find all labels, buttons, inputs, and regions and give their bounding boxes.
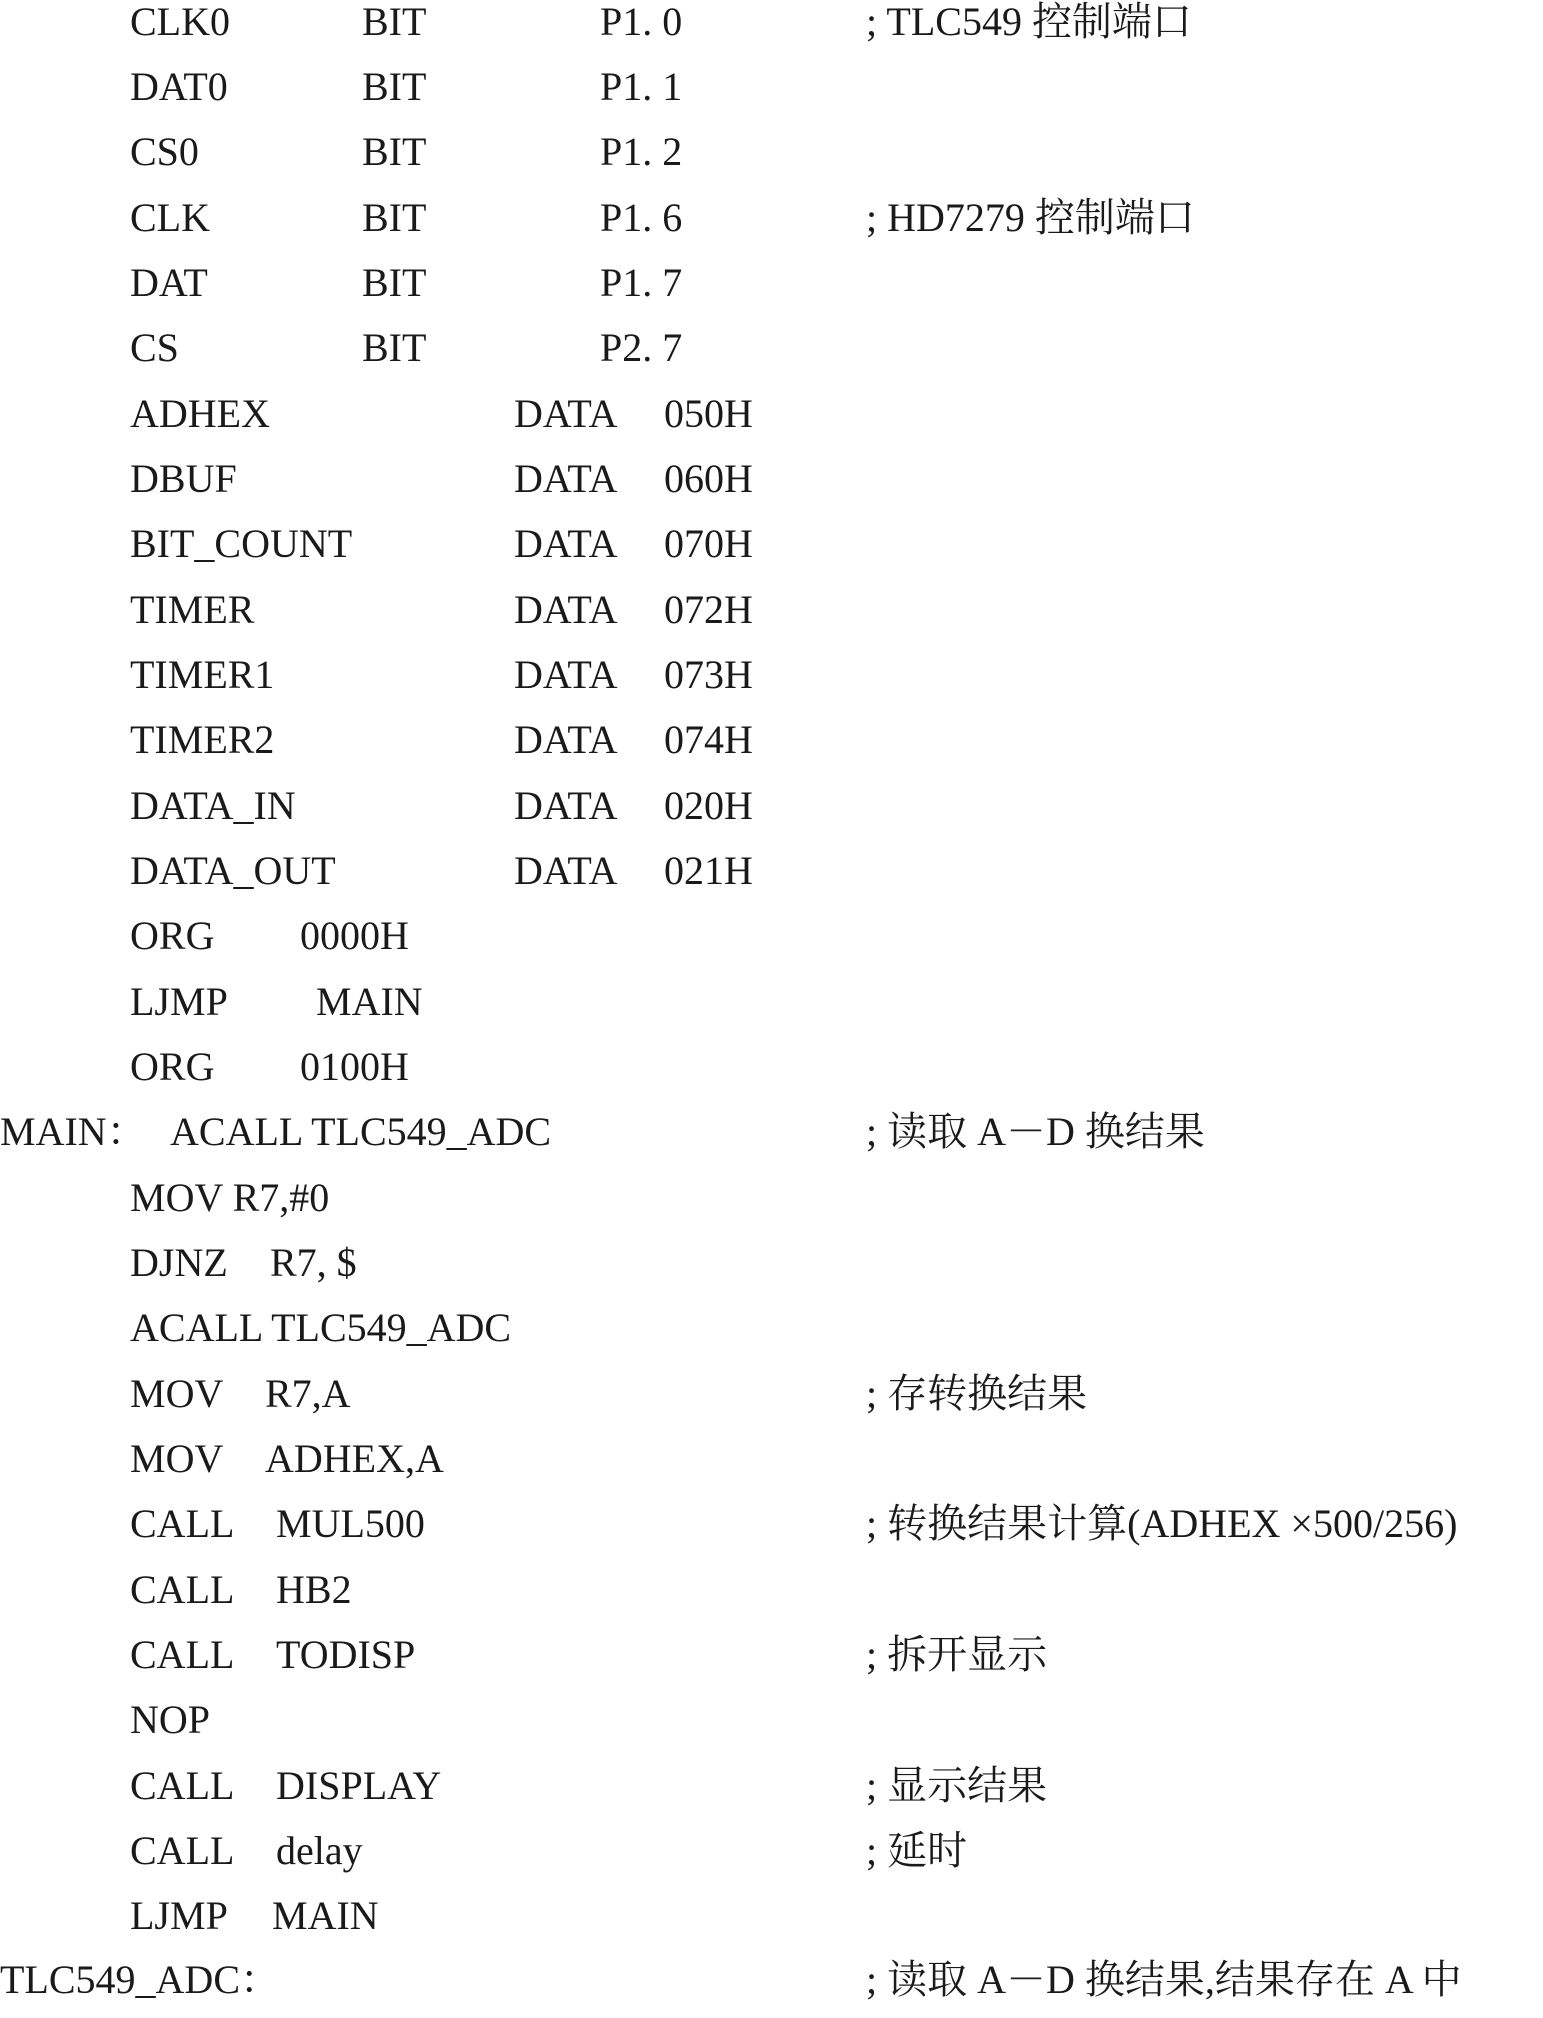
code-line: [0, 65, 1543, 125]
symbol-name: CLK: [130, 195, 210, 240]
directive: DATA: [514, 783, 618, 828]
address-value: 073H: [664, 652, 753, 697]
code-comment: ; 存转换结果: [866, 1371, 1088, 1416]
instruction: MOV R7,#0: [130, 1175, 330, 1220]
code-line: [0, 326, 1543, 386]
instruction: ORG: [130, 1044, 215, 1089]
port-value: P1. 2: [600, 129, 683, 174]
operand: delay: [276, 1828, 363, 1873]
port-value: P1. 1: [600, 64, 683, 109]
code-line: [0, 1437, 1543, 1497]
instruction: CALL: [130, 1567, 235, 1612]
directive: BIT: [362, 260, 427, 305]
directive: DATA: [514, 521, 618, 566]
operand: 0000H: [300, 913, 409, 958]
instruction: CALL: [130, 1501, 235, 1546]
port-value: P1. 0: [600, 0, 683, 44]
operand: ADHEX,A: [265, 1436, 444, 1481]
operand: R7, $: [270, 1240, 357, 1285]
symbol-name: TIMER2: [130, 717, 275, 762]
code-line: [0, 1698, 1543, 1758]
operand: TODISP: [276, 1632, 416, 1677]
code-line: [0, 1306, 1543, 1366]
symbol-name: DBUF: [130, 456, 237, 501]
instruction: CALL: [130, 1632, 235, 1677]
code-line: [0, 1829, 1543, 1889]
port-value: P2. 7: [600, 325, 683, 370]
symbol-name: ADHEX: [130, 391, 270, 436]
code-line: [0, 392, 1543, 452]
instruction: ACALL TLC549_ADC: [130, 1305, 512, 1350]
address-value: 072H: [664, 587, 753, 632]
code-line: [0, 196, 1543, 256]
code-line: [0, 1110, 1543, 1170]
symbol-name: DATA_IN: [130, 783, 296, 828]
code-line: [0, 588, 1543, 648]
code-line: [0, 1894, 1543, 1954]
instruction: NOP: [130, 1697, 211, 1742]
operand: MAIN: [272, 1893, 379, 1938]
address-value: 020H: [664, 783, 753, 828]
code-comment: ; TLC549 控制端口: [866, 0, 1192, 44]
address-value: 021H: [664, 848, 753, 893]
directive: DATA: [514, 456, 618, 501]
symbol-name: DATA_OUT: [130, 848, 336, 893]
code-line: [0, 1176, 1543, 1236]
operand: DISPLAY: [276, 1763, 442, 1808]
directive: DATA: [514, 652, 618, 697]
symbol-name: CS0: [130, 129, 199, 174]
symbol-name: DAT: [130, 260, 208, 305]
instruction: CALL: [130, 1828, 235, 1873]
symbol-name: CS: [130, 325, 179, 370]
address-value: 070H: [664, 521, 753, 566]
operand: MUL500: [276, 1501, 425, 1546]
code-line: [0, 1958, 1543, 2018]
instruction: ORG: [130, 913, 215, 958]
instruction: MOV: [130, 1436, 224, 1481]
code-line: [0, 1241, 1543, 1301]
code-line: [0, 457, 1543, 517]
operand: 0100H: [300, 1044, 409, 1089]
symbol-name: DAT0: [130, 64, 228, 109]
code-line: [0, 653, 1543, 713]
code-label: TLC549_ADC：: [0, 1957, 280, 2002]
code-comment: ; HD7279 控制端口: [866, 195, 1195, 240]
symbol-name: TIMER1: [130, 652, 275, 697]
directive: DATA: [514, 717, 618, 762]
directive: BIT: [362, 129, 427, 174]
code-line: [0, 522, 1543, 582]
code-comment: ; 读取 A－D 换结果,结果存在 A 中: [866, 1957, 1462, 2002]
code-line: [0, 980, 1543, 1040]
operand: HB2: [276, 1567, 352, 1612]
code-comment: ; 显示结果: [866, 1763, 1048, 1808]
address-value: 060H: [664, 456, 753, 501]
code-line: [0, 718, 1543, 778]
code-line: [0, 1372, 1543, 1432]
directive: DATA: [514, 848, 618, 893]
code-line: [0, 261, 1543, 321]
directive: BIT: [362, 0, 427, 44]
operand: R7,A: [265, 1371, 351, 1416]
code-line: [0, 1568, 1543, 1628]
address-value: 074H: [664, 717, 753, 762]
symbol-name: BIT_COUNT: [130, 521, 353, 566]
code-line: [0, 1764, 1543, 1824]
instruction: ACALL TLC549_ADC: [170, 1109, 552, 1154]
code-line: [0, 1502, 1543, 1562]
directive: DATA: [514, 391, 618, 436]
code-line: [0, 0, 1543, 60]
directive: DATA: [514, 587, 618, 632]
operand: MAIN: [316, 979, 423, 1024]
code-comment: ; 转换结果计算(ADHEX ×500/256): [866, 1501, 1458, 1546]
instruction: MOV: [130, 1371, 224, 1416]
instruction: LJMP: [130, 979, 228, 1024]
instruction: LJMP: [130, 1893, 228, 1938]
code-line: [0, 1045, 1543, 1105]
symbol-name: TIMER: [130, 587, 255, 632]
directive: BIT: [362, 64, 427, 109]
symbol-name: CLK0: [130, 0, 230, 44]
code-line: [0, 1633, 1543, 1693]
directive: BIT: [362, 195, 427, 240]
port-value: P1. 7: [600, 260, 683, 305]
instruction: DJNZ: [130, 1240, 228, 1285]
code-line: [0, 784, 1543, 844]
code-comment: ; 延时: [866, 1828, 968, 1873]
code-label: MAIN：: [0, 1109, 147, 1154]
instruction: CALL: [130, 1763, 235, 1808]
code-line: [0, 849, 1543, 909]
code-line: [0, 130, 1543, 190]
address-value: 050H: [664, 391, 753, 436]
code-comment: ; 读取 A－D 换结果: [866, 1109, 1205, 1154]
directive: BIT: [362, 325, 427, 370]
code-line: [0, 914, 1543, 974]
code-comment: ; 拆开显示: [866, 1632, 1048, 1677]
port-value: P1. 6: [600, 195, 683, 240]
